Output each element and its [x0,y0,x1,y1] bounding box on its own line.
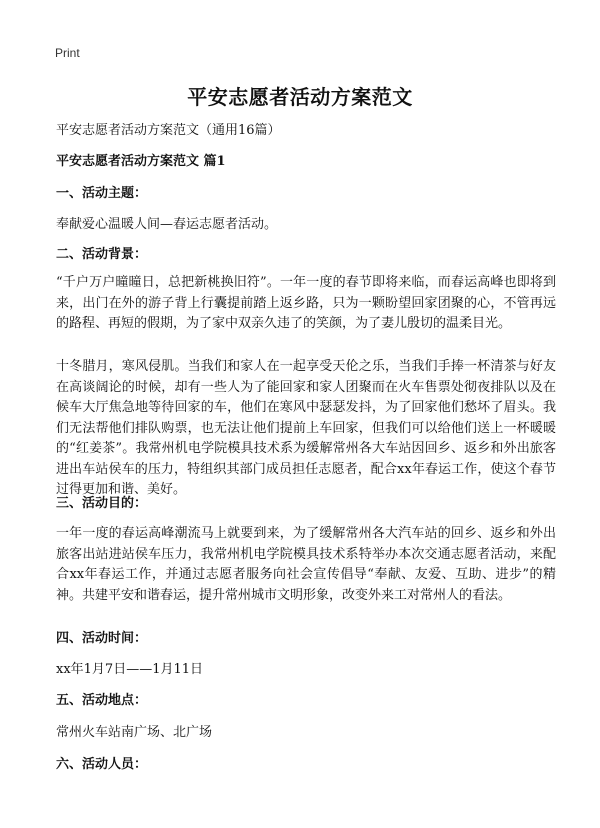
time-text: xx年1月7日——1月11日 [56,662,204,677]
section-heading-purpose: 三、活动目的： [56,496,148,511]
theme-text: 奉献爱心温暖人间—春运志愿者活动。 [56,217,278,232]
background-paragraph-1: “千户万户曈曈日，总把新桃换旧符”。一年一度的春节即将来临，而春运高峰也即将到来，出门在外的游子背上行囊提前踏上返乡路，只为一颗盼望回家团聚的心，不管再远的路程、再短的假期，为了家中双亲久违了的笑颜，为了妻儿殷切的温柔目光。 [56,275,556,331]
section-heading-people: 六、活动人员： [56,757,148,772]
article-heading: 平安志愿者活动方案范文 篇1 [56,154,226,169]
background-paragraph-2: 十冬腊月，寒风侵肌。当我们和家人在一起享受天伦之乐，当我们手捧一杯清茶与好友在高谈阔论的时候，却有一些人为了能回家和家人团聚而在火车售票处彻夜排队以及在候车大厅焦急地等待回家的车，他们在寒风中瑟瑟发抖，为了回家他们愁坏了眉头。我们无法帮他们排队购票，也无法让他们提前上车回家，但我们可以给他们送上一杯暖暖的“红姜茶”。我常州机电学院模具技术系为缓解常州各大车站因回乡、返乡和外出旅客进出车站侯车的压力，特组织其部门成员担任志愿者，配合xx年春运工作，使这个春节过得更加和谐、美好。 [56,359,556,497]
section-heading-place: 五、活动地点： [56,693,148,708]
place-text: 常州火车站南广场、北广场 [56,725,213,740]
document-subtitle: 平安志愿者活动方案范文（通用16篇） [56,123,281,138]
section-heading-time: 四、活动时间： [56,631,148,646]
page-title: 平安志愿者活动方案范文 [187,85,413,109]
section-heading-background: 二、活动背景： [56,247,148,262]
purpose-paragraph: 一年一度的春运高峰潮流马上就要到来，为了缓解常州各大汽车站的回乡、返乡和外出旅客出站进站侯车压力，我常州机电学院模具技术系特举办本次交通志愿者活动，来配合xx年春运工作，并通过志愿者服务向社会宣传倡导“奉献、友爱、互助、进步”的精神。共建平安和谐春运，提升常州城市文明形象，改变外来工对常州人的看法。 [56,526,556,603]
section-heading-theme: 一、活动主题： [56,186,148,201]
print-link[interactable]: Print [55,46,80,60]
